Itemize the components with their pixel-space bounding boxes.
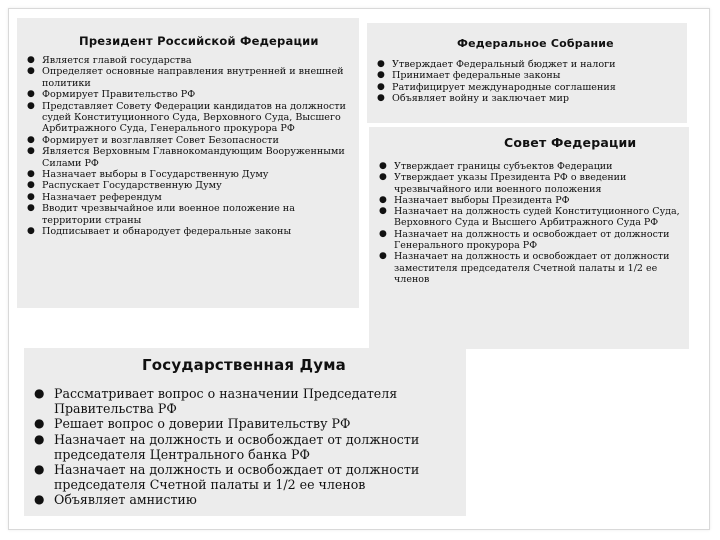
list-item: ● Утверждает Федеральный бюджет и налоги <box>377 59 679 70</box>
list-item: ● Назначает на должность и освобождает от должности председателя Счетной палаты и 1/2 ее членов <box>34 462 456 492</box>
federal-assembly-panel <box>367 23 687 123</box>
list-item: ● Является главой государства <box>27 55 351 66</box>
list-item: ● Подписывает и обнародует федеральные законы <box>27 226 351 237</box>
list-item: ● Утверждает указы Президента РФ о введении чрезвычайного или военного положения <box>379 172 683 195</box>
list-item: ● Является Верховным Главнокомандующим Вооруженными Силами РФ <box>27 146 351 169</box>
assembly-title: Федеральное Собрание <box>457 37 614 50</box>
list-item: ● Назначает выборы в Государственную Думу <box>27 169 351 180</box>
list-item: ● Рассматривает вопрос о назначении Председателя Правительства РФ <box>34 386 456 416</box>
assembly-list <box>377 59 679 105</box>
duma-title: Государственная Дума <box>142 356 346 374</box>
council-title: Совет Федерации <box>504 135 637 150</box>
state-duma-panel <box>24 348 466 516</box>
list-item: ● Объявляет амнистию <box>34 492 456 507</box>
list-item: ● Представляет Совету Федерации кандидатов на должности судей Конституционного Суда, Верховного Суда, Высшего Арбитражного Суда, Генерального прокурора РФ <box>27 101 351 135</box>
list-item: ● Назначает на должность судей Конституционного Суда, Верховного Суда и Высшего Арбитражного Суда РФ <box>379 206 683 229</box>
president-list <box>27 55 351 238</box>
list-item: ● Назначает референдум <box>27 192 351 203</box>
duma-list <box>34 386 456 508</box>
list-item: ● Назначает на должность и освобождает от должности Генерального прокурора РФ <box>379 229 683 252</box>
list-item: ● Вводит чрезвычайное или военное положение на территории страны <box>27 203 351 226</box>
list-item: ● Утверждает границы субъектов Федерации <box>379 161 683 172</box>
list-item: ● Назначает выборы Президента РФ <box>379 195 683 206</box>
list-item: ● Назначает на должность и освобождает от должности заместителя председателя Счетной палаты и 1/2 ее членов <box>379 251 683 285</box>
list-item: ● Формирует Правительство РФ <box>27 89 351 100</box>
list-item: ● Распускает Государственную Думу <box>27 180 351 191</box>
list-item: ● Принимает федеральные законы <box>377 70 679 81</box>
list-item: ● Объявляет войну и заключает мир <box>377 93 679 104</box>
president-title: Президент Российской Федерации <box>79 34 319 48</box>
list-item: ● Определяет основные направления внутренней и внешней политики <box>27 66 351 89</box>
federation-council-panel <box>369 127 689 349</box>
president-panel <box>17 18 359 308</box>
list-item: ● Формирует и возглавляет Совет Безопасности <box>27 135 351 146</box>
list-item: ● Решает вопрос о доверии Правительству РФ <box>34 416 456 431</box>
list-item: ● Назначает на должность и освобождает от должности председателя Центрального банка РФ <box>34 432 456 462</box>
council-list <box>379 161 683 285</box>
list-item: ● Ратифицирует международные соглашения <box>377 82 679 93</box>
